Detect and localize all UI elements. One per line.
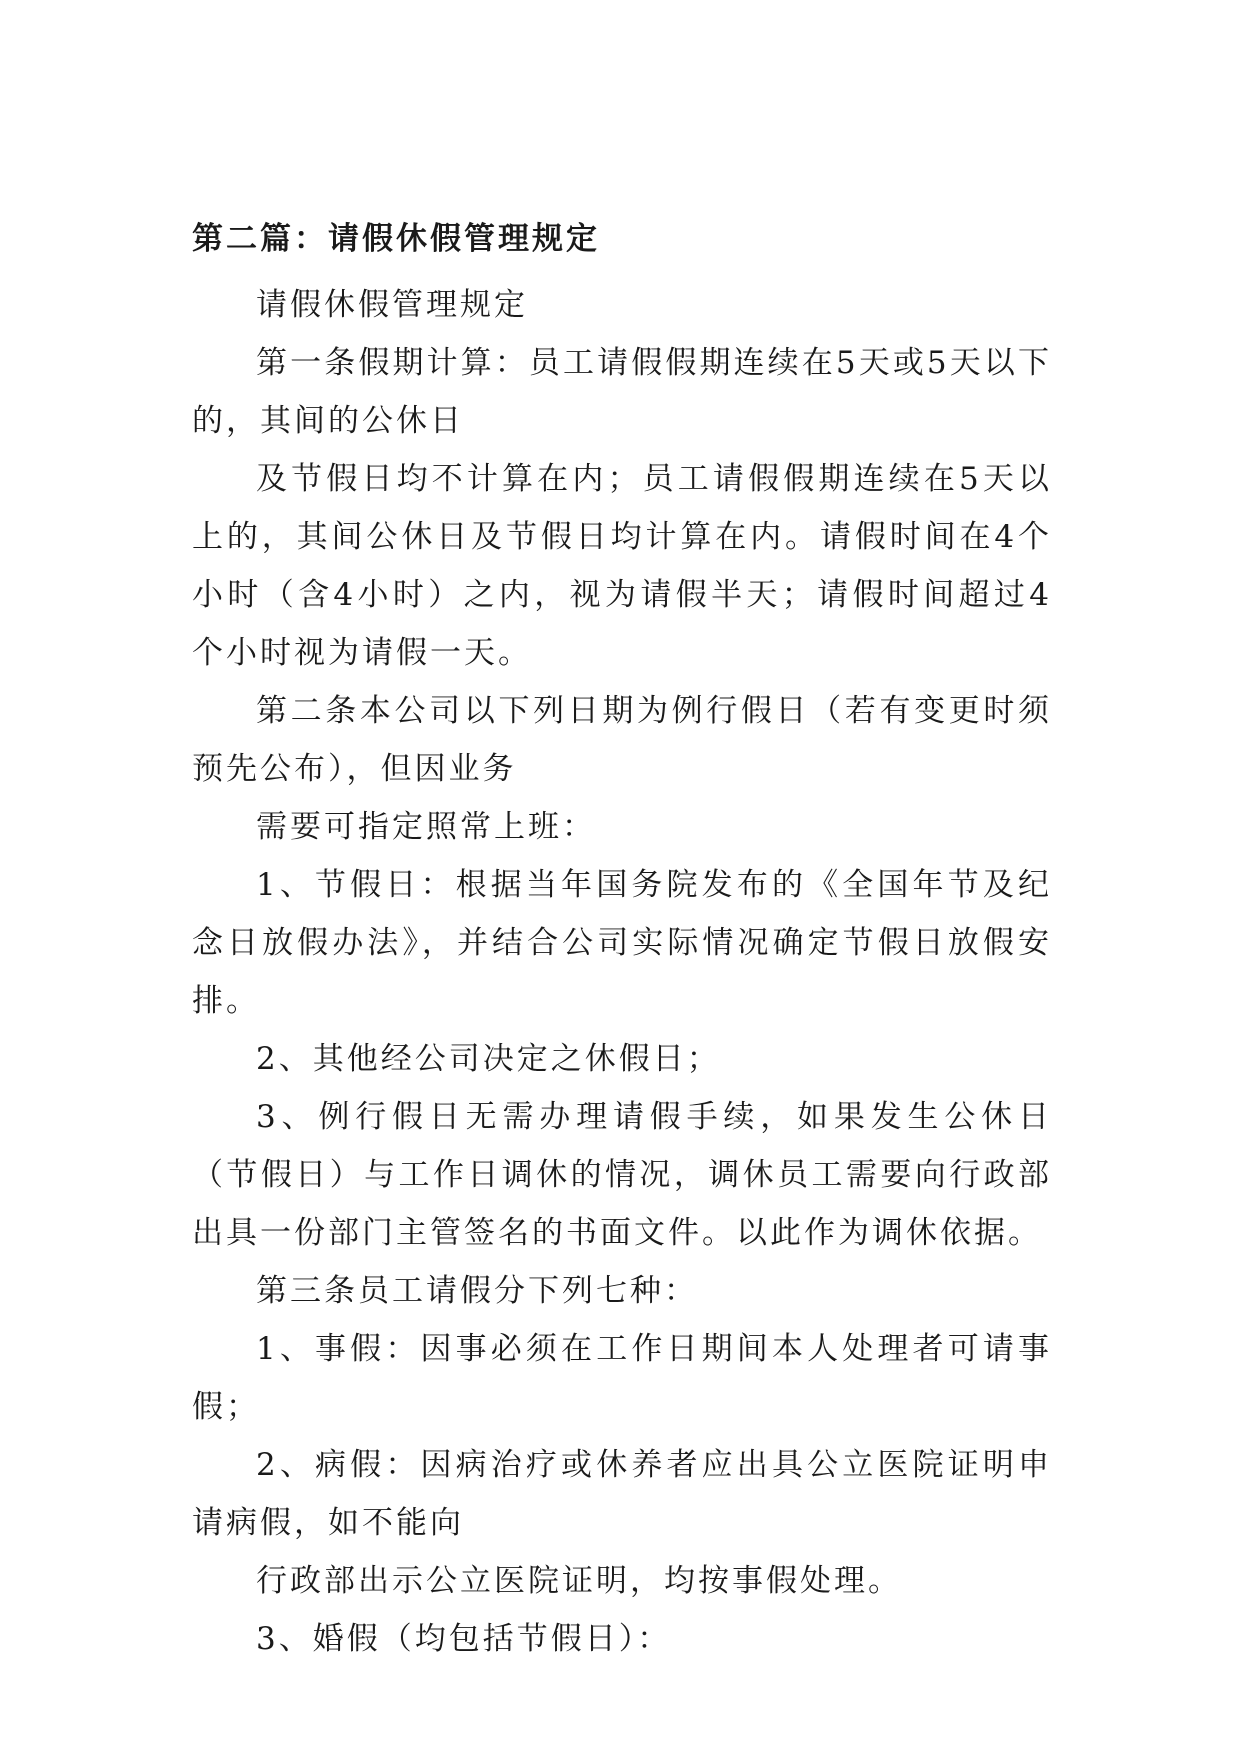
paragraph-item-sick-leave-cont: 行政部出示公立医院证明，均按事假处理。 bbox=[256, 1563, 902, 1599]
document-body bbox=[192, 218, 1052, 1668]
paragraph-subtitle: 请假休假管理规定 bbox=[256, 287, 528, 323]
paragraph-item-holidays: 1、节假日：根据当年国务院发布的《全国年节及纪念日放假办法》，并结合公司实际情况确定节假日放假安排。 bbox=[192, 867, 1052, 1019]
paragraph-article-1: 第一条假期计算：员工请假假期连续在5天或5天以下的，其间的公休日 bbox=[192, 345, 1052, 439]
paragraph-item-other-leave: 2、其他经公司决定之休假日； bbox=[256, 1041, 721, 1077]
document-title: 第二篇：请假休假管理规定 bbox=[192, 221, 600, 257]
paragraph-article-1-cont: 及节假日均不计算在内；员工请假假期连续在5天以上的，其间公休日及节假日均计算在内。请假时间在4个小时（含4小时）之内，视为请假半天；请假时间超过4个小时视为请假一天。 bbox=[192, 461, 1052, 671]
paragraph-article-2-cont: 需要可指定照常上班： bbox=[256, 809, 596, 845]
paragraph-item-personal-leave: 1、事假：因事必须在工作日期间本人处理者可请事假； bbox=[192, 1331, 1052, 1425]
paragraph-article-2: 第二条本公司以下列日期为例行假日（若有变更时须预先公布），但因业务 bbox=[192, 693, 1052, 787]
paragraph-item-adjusted-rest: 3、例行假日无需办理请假手续，如果发生公休日（节假日）与工作日调休的情况，调休员工需要向行政部出具一份部门主管签名的书面文件。以此作为调休依据。 bbox=[192, 1099, 1052, 1251]
paragraph-item-marriage-leave: 3、婚假（均包括节假日）： bbox=[256, 1621, 672, 1657]
paragraph-item-sick-leave: 2、病假：因病治疗或休养者应出具公立医院证明申请病假，如不能向 bbox=[192, 1447, 1052, 1541]
paragraph-article-3: 第三条员工请假分下列七种： bbox=[256, 1273, 698, 1309]
